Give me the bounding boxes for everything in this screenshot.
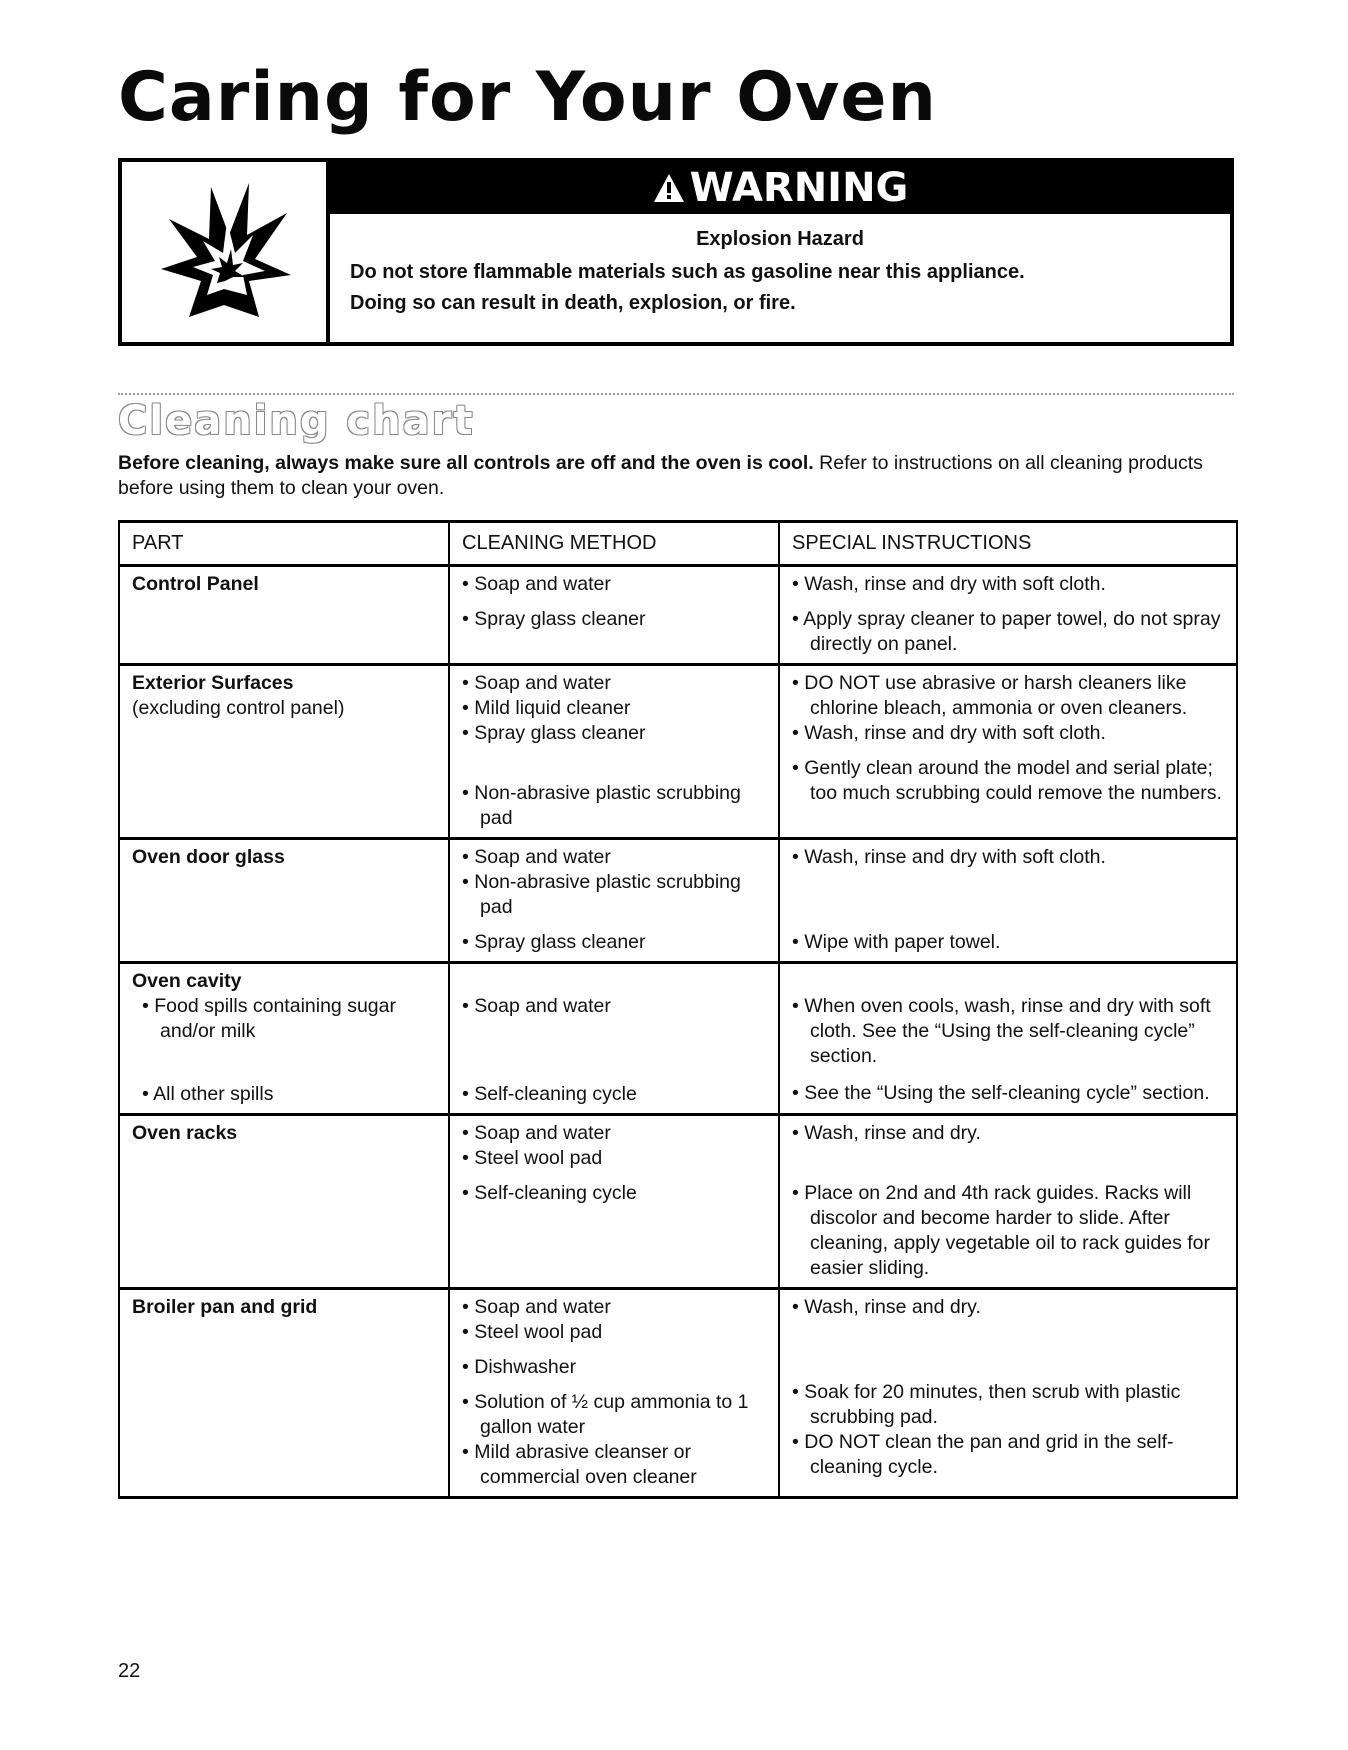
warning-line: Doing so can result in death, explosion, or fire.	[350, 292, 796, 314]
table-row	[119, 1289, 1237, 1498]
instructions-cell	[779, 1289, 1237, 1498]
part-cell	[119, 963, 449, 1115]
sub-part-item: • All other spills	[142, 1083, 274, 1105]
alert-triangle-icon	[652, 172, 686, 204]
part-cell	[119, 1289, 449, 1498]
page-number: 22	[118, 1660, 141, 1682]
table-row	[119, 839, 1237, 963]
instructions-cell	[779, 963, 1237, 1115]
instruction-item: • Wash, rinse and dry.	[792, 1122, 981, 1144]
instruction-item: • Apply spray cleaner to paper towel, do not spray directly on panel.	[792, 608, 1221, 655]
method-item: • Self-cleaning cycle	[462, 1083, 637, 1105]
method-item: • Steel wool pad	[462, 1321, 603, 1343]
method-item: • Mild liquid cleaner	[462, 697, 631, 719]
instructions-cell	[779, 1115, 1237, 1289]
method-item: • Non-abrasive plastic scrubbing pad	[462, 871, 741, 918]
column-header-part: PART	[119, 522, 449, 566]
instructions-cell	[779, 566, 1237, 665]
method-item: • Soap and water	[462, 1122, 611, 1144]
part-cell	[119, 566, 449, 665]
warning-icon-cell	[122, 162, 330, 342]
section-divider	[118, 393, 1234, 395]
sub-part-item: • Food spills containing sugar and/or milk	[142, 995, 396, 1042]
instructions-cell	[779, 665, 1237, 839]
table-row	[119, 566, 1237, 665]
part-cell	[119, 1115, 449, 1289]
table-row	[119, 665, 1237, 839]
method-cell	[449, 963, 779, 1115]
instruction-item: • DO NOT use abrasive or harsh cleaners like chlorine bleach, ammonia or oven cleaners.	[792, 672, 1188, 719]
method-item: • Non-abrasive plastic scrubbing pad	[462, 782, 741, 829]
part-name: Broiler pan and grid	[132, 1296, 318, 1318]
method-item: • Self-cleaning cycle	[462, 1182, 637, 1204]
instruction-item: • Wash, rinse and dry with soft cloth.	[792, 846, 1106, 868]
instruction-item: • Soak for 20 minutes, then scrub with plastic scrubbing pad.	[792, 1381, 1181, 1428]
method-item: • Spray glass cleaner	[462, 931, 646, 953]
part-cell	[119, 665, 449, 839]
warning-banner	[330, 162, 1230, 214]
method-item: • Dishwasher	[462, 1356, 577, 1378]
method-item: • Soap and water	[462, 573, 611, 595]
part-name: Control Panel	[132, 573, 259, 595]
warning-banner-label: WARNING	[689, 165, 909, 211]
method-item: • Steel wool pad	[462, 1147, 603, 1169]
method-item: • Solution of ½ cup ammonia to 1 gallon water	[462, 1391, 749, 1438]
instruction-item: • DO NOT clean the pan and grid in the self-cleaning cycle.	[792, 1431, 1174, 1478]
section-heading: Cleaning chart	[118, 398, 475, 444]
part-name: Oven racks	[132, 1122, 238, 1144]
method-item: • Mild abrasive cleanser or commercial oven cleaner	[462, 1441, 697, 1488]
method-cell	[449, 1289, 779, 1498]
method-cell	[449, 566, 779, 665]
table-row	[119, 963, 1237, 1115]
instruction-item: • Wash, rinse and dry with soft cloth.	[792, 722, 1106, 744]
instruction-item: • See the “Using the self-cleaning cycle” section.	[792, 1082, 1210, 1104]
intro-paragraph	[118, 451, 1228, 501]
instructions-cell	[779, 839, 1237, 963]
part-name: Oven cavity	[132, 970, 242, 992]
table-row	[119, 1115, 1237, 1289]
table-header-row	[119, 522, 1237, 566]
method-item: • Soap and water	[462, 1296, 611, 1318]
method-item: • Soap and water	[462, 846, 611, 868]
instruction-item: • Place on 2nd and 4th rack guides. Racks will discolor and become harder to slide. After cleaning, apply vegetable oil to rack guides for easier sliding.	[792, 1182, 1210, 1279]
instruction-item: • Wash, rinse and dry.	[792, 1296, 981, 1318]
part-cell	[119, 839, 449, 963]
method-item: • Soap and water	[462, 995, 611, 1017]
method-cell	[449, 665, 779, 839]
cleaning-chart-table	[118, 520, 1238, 1499]
instruction-item: • When oven cools, wash, rinse and dry with soft cloth. See the “Using the self-cleaning cycle” section.	[792, 995, 1211, 1067]
method-cell	[449, 1115, 779, 1289]
intro-bold-text: Before cleaning, always make sure all controls are off and the oven is cool.	[118, 452, 814, 474]
warning-line: Do not store flammable materials such as gasoline near this appliance.	[350, 261, 1025, 283]
part-note: (excluding control panel)	[132, 697, 345, 719]
column-header-method: CLEANING METHOD	[449, 522, 779, 566]
instruction-item: • Gently clean around the model and serial plate; too much scrubbing could remove the numbers.	[792, 757, 1222, 804]
part-name: Exterior Surfaces	[132, 672, 294, 694]
warning-box	[118, 158, 1234, 346]
page-title: Caring for Your Oven	[118, 58, 937, 137]
column-header-instructions: SPECIAL INSTRUCTIONS	[779, 522, 1237, 566]
part-name: Oven door glass	[132, 846, 285, 868]
intro-text: Refer to instructions on all cleaning products before using them to clean your oven.	[118, 452, 1203, 499]
method-cell	[449, 839, 779, 963]
explosion-icon	[149, 177, 299, 327]
method-item: • Spray glass cleaner	[462, 608, 646, 630]
hazard-title: Explosion Hazard	[696, 228, 864, 250]
method-item: • Soap and water	[462, 672, 611, 694]
method-item: • Spray glass cleaner	[462, 722, 646, 744]
instruction-item: • Wipe with paper towel.	[792, 931, 1001, 953]
instruction-item: • Wash, rinse and dry with soft cloth.	[792, 573, 1106, 595]
